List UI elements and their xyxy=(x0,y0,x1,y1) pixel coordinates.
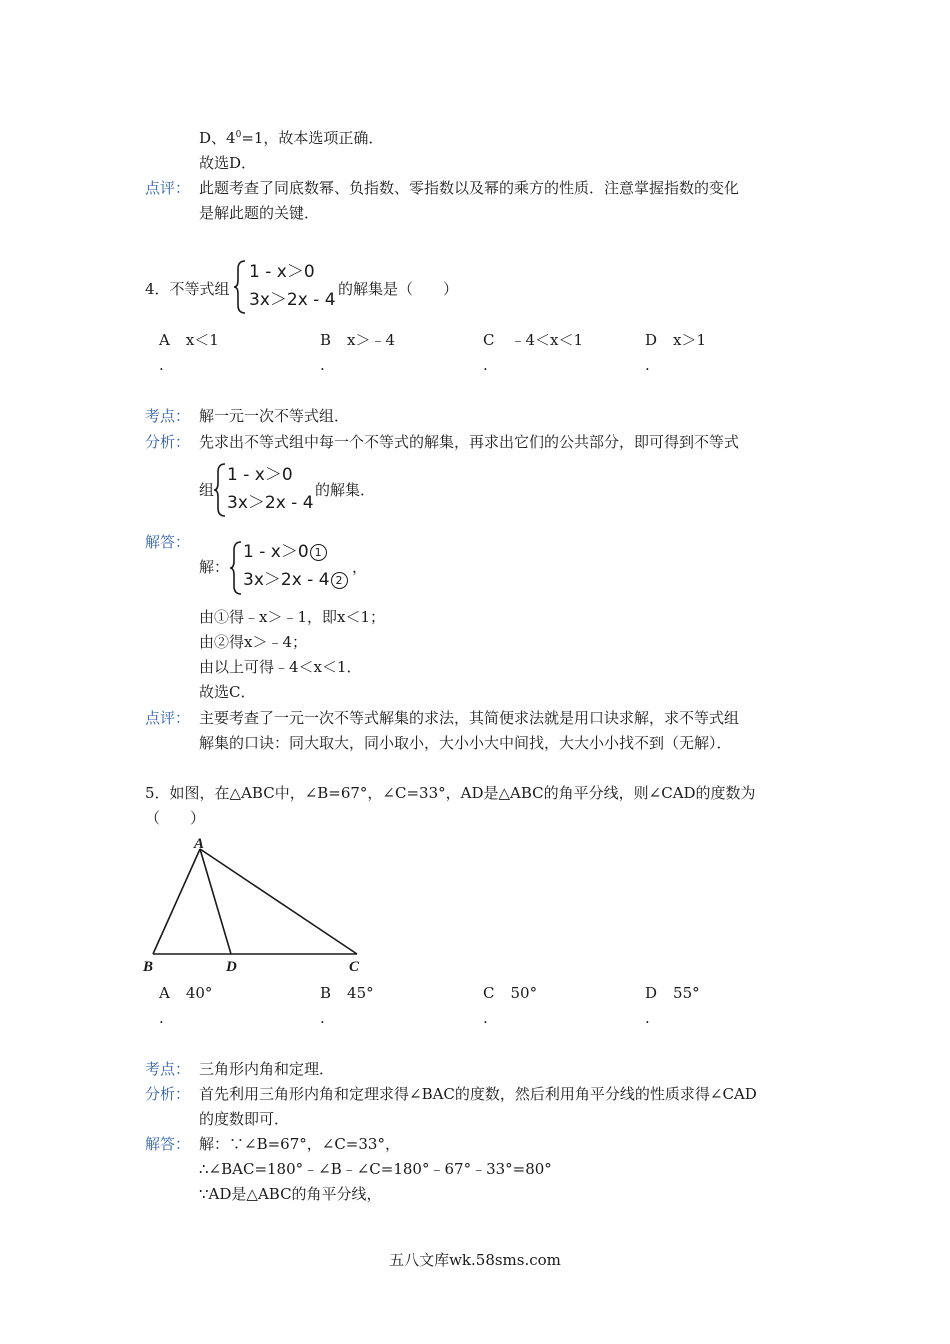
circled-one-mark: 1 xyxy=(310,544,327,561)
q5-kaodian-label: 考点： xyxy=(145,1060,191,1078)
q3-comment-label: 点评： xyxy=(145,179,191,197)
q5-option-b[interactable]: B 45° xyxy=(320,984,374,1002)
q5-option-b-dot: . xyxy=(320,1009,325,1027)
q4-option-b-dot: . xyxy=(320,356,325,374)
q4-system-line-2: 3x＞2x - 4 xyxy=(249,290,336,310)
q3-option-d-line: D、$4^0=1$，故本选项正确． xyxy=(199,129,384,147)
q4-brace xyxy=(233,259,247,315)
q4-step-1: 由①得﹣x＞﹣1，即x＜1； xyxy=(199,608,386,626)
q4-fenxi-line-1: 先求出不等式组中每一个不等式的解集，再求出它们的公共部分，即可得到不等式 xyxy=(199,433,740,451)
q5-option-a-dot: . xyxy=(159,1009,164,1027)
vertex-label-c: C xyxy=(349,959,360,975)
q4-option-b[interactable]: B x＞﹣4 xyxy=(320,331,396,349)
q4-option-a[interactable]: A x＜1 xyxy=(159,331,219,349)
q4-fenxi-prefix: 组 xyxy=(199,481,215,499)
q5-option-d-dot: . xyxy=(645,1009,650,1027)
q5-option-a[interactable]: A 40° xyxy=(159,984,213,1002)
q5-fenxi-line-2: 的度数即可． xyxy=(199,1110,290,1128)
q4-step-2: 由②得x＞﹣4； xyxy=(199,633,308,651)
page-footer: 五八文库wk.58sms.com xyxy=(389,1251,561,1269)
q4-jie-system-line-2: 3x＞2x - 4 2 xyxy=(243,570,348,590)
q5-jieda-line-1: 解：∵∠B=67°，∠C=33°， xyxy=(199,1135,400,1153)
q5-fenxi-label: 分析： xyxy=(145,1085,191,1103)
q5-stem-line-2: （ ） xyxy=(145,809,206,827)
q4-jie-suffix: ， xyxy=(352,558,368,576)
q4-kaodian-label: 考点： xyxy=(145,407,191,425)
q4-option-c[interactable]: C ﹣4＜x＜1 xyxy=(483,331,584,349)
vertex-label-b: B xyxy=(143,959,154,975)
bisector-ad xyxy=(200,849,231,954)
q5-jieda-line-2: ∴∠BAC=180°﹣∠B﹣∠C=180°﹣67°﹣33°=80° xyxy=(199,1160,552,1178)
triangle-figure xyxy=(135,830,375,980)
q4-comment-label: 点评： xyxy=(145,709,191,727)
q4-fenxi-brace xyxy=(213,462,227,518)
q4-stem-prefix: 4．不等式组 xyxy=(145,280,230,298)
q5-option-c-dot: . xyxy=(483,1009,488,1027)
q4-jie-brace xyxy=(229,540,243,596)
q4-fenxi-suffix: 的解集． xyxy=(315,481,376,499)
vertex-label-a: A xyxy=(194,836,205,852)
q3-answer: 故选D． xyxy=(199,154,257,172)
q5-kaodian: 三角形内角和定理． xyxy=(199,1060,335,1078)
side-ac xyxy=(200,849,357,954)
q4-jie-prefix: 解： xyxy=(199,558,230,576)
q4-system-line-1: 1 - x＞0 xyxy=(249,262,315,282)
q4-step-4: 故选C． xyxy=(199,683,256,701)
vertex-label-d: D xyxy=(226,959,237,975)
q4-option-d[interactable]: D x＞1 xyxy=(645,331,707,349)
q5-fenxi-line-1: 首先利用三角形内角和定理求得∠BAC的度数，然后利用角平分线的性质求得∠CAD xyxy=(199,1085,757,1103)
q4-option-d-dot: . xyxy=(645,356,650,374)
q3-comment-line-1: 此题考查了同底数幂、负指数、零指数以及幂的乘方的性质．注意掌握指数的变化 xyxy=(199,179,740,197)
q5-option-c[interactable]: C 50° xyxy=(483,984,538,1002)
q4-comment-line-1: 主要考查了一元一次不等式解集的求法，其简便求法就是用口诀求解，求不等式组 xyxy=(199,709,740,727)
q4-fenxi-system-line-2: 3x＞2x - 4 xyxy=(227,493,314,513)
q4-fenxi-label: 分析： xyxy=(145,433,191,451)
q5-jieda-line-3: ∵AD是△ABC的角平分线， xyxy=(199,1185,382,1203)
q4-kaodian: 解一元一次不等式组． xyxy=(199,407,350,425)
q4-option-c-dot: . xyxy=(483,356,488,374)
q4-option-a-dot: . xyxy=(159,356,164,374)
q3-comment-line-2: 是解此题的关键． xyxy=(199,204,320,222)
q4-fenxi-system-line-1: 1 - x＞0 xyxy=(227,465,293,485)
q4-step-3: 由以上可得﹣4＜x＜1． xyxy=(199,658,362,676)
q5-jieda-label: 解答： xyxy=(145,1135,191,1153)
q5-option-d[interactable]: D 55° xyxy=(645,984,700,1002)
q4-jie-system-line-1: 1 - x＞0 1 xyxy=(243,542,327,562)
circled-two-mark: 2 xyxy=(331,572,348,589)
q5-stem-line-1: 5．如图，在△ABC中，∠B=67°，∠C=33°，AD是△ABC的角平分线，则∠CAD的度数为 xyxy=(145,784,756,802)
q4-comment-line-2: 解集的口诀：同大取大，同小取小，大小小大中间找，大大小小找不到（无解）． xyxy=(199,734,732,752)
q4-jieda-label: 解答： xyxy=(145,533,191,551)
q4-stem-suffix: 的解集是（ ） xyxy=(338,280,459,298)
side-ab xyxy=(153,849,200,954)
